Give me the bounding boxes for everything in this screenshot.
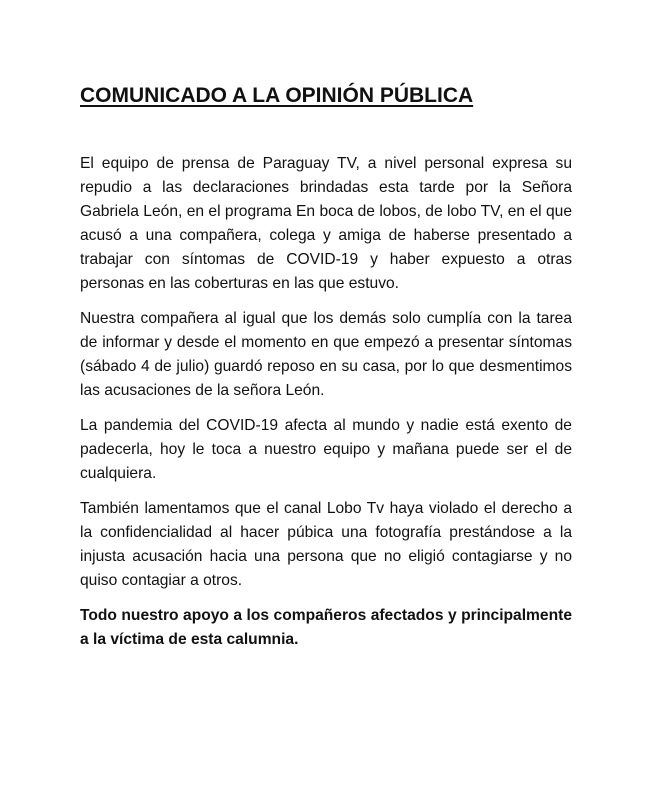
- paragraph-confidencialidad: También lamentamos que el canal Lobo Tv haya violado el derecho a la confidencialidad al hacer púbica una fotografía prestándose a la injusta acusación hacia una persona que no eligió contagiarse y no quiso contagiar a otros.: [80, 500, 572, 589]
- document-title: COMUNICADO A LA OPINIÓN PÚBLICA: [80, 84, 474, 107]
- paragraph-repudio: El equipo de prensa de Paraguay TV, a nivel personal expresa su repudio a las declaraciones brindadas esta tarde por la Señora Gabriela León, en el programa En boca de lobos, de lobo TV, en el que acusó a una compañera, colega y amiga de haberse presentado a trabajar con síntomas de COVID-19 y haber expuesto a otras personas en las coberturas en las que estuvo.: [80, 155, 572, 292]
- paragraph-companera: Nuestra compañera al igual que los demás solo cumplía con la tarea de informar y desde el momento en que empezó a presentar síntomas (sábado 4 de julio) guardó reposo en su casa, por lo que desmentimos las acusaciones de la señora León.: [80, 310, 572, 399]
- document-body: [80, 152, 572, 663]
- paragraph-apoyo: Todo nuestro apoyo a los compañeros afectados y principalmente a la víctima de esta calumnia.: [80, 607, 572, 648]
- paragraph-pandemia: La pandemia del COVID-19 afecta al mundo y nadie está exento de padecerla, hoy le toca a nuestro equipo y mañana puede ser el de cualquiera.: [80, 417, 572, 482]
